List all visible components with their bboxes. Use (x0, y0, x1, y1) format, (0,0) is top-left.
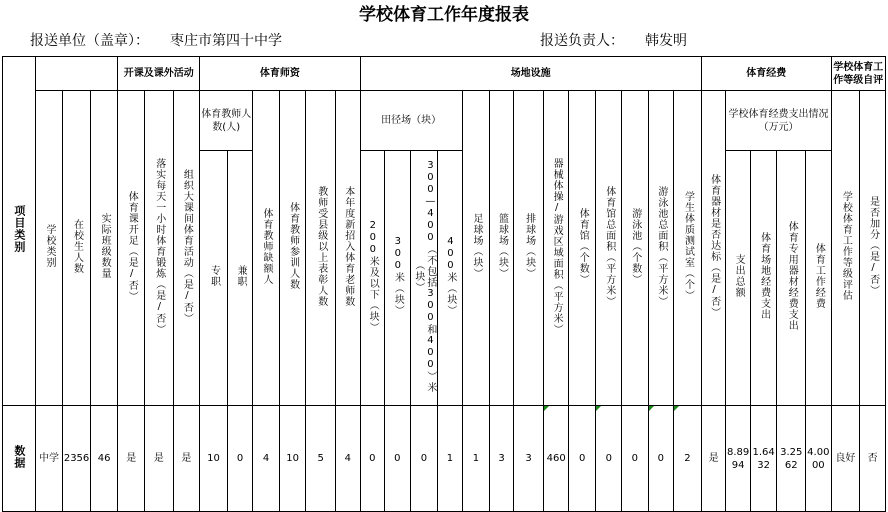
cell-equip-spend[interactable]: 3.2562 (777, 406, 806, 512)
col-equip-area: 器械体操/游戏区域面积（平方米） (544, 91, 569, 406)
cell-awarded[interactable]: 5 (306, 406, 336, 512)
cell-track-400[interactable]: 1 (438, 406, 463, 512)
cell-trained[interactable]: 10 (279, 406, 306, 512)
unit-label: 报送单位（盖章）： (30, 33, 149, 49)
person-label: 报送负责人： (540, 33, 624, 49)
cell-basketball[interactable]: 3 (490, 406, 513, 512)
teachers-header: 体育师资 (200, 57, 360, 91)
track-field-header: 田径场（块） (360, 91, 462, 151)
cell-venue-spend[interactable]: 1.6432 (750, 406, 777, 512)
col-grade-eval: 学校体育工作等级评估 (831, 91, 860, 406)
col-awarded: 教师受县级以上表彰人数 (306, 91, 336, 406)
col-equip-spend: 体育专用器材经费支出 (777, 151, 806, 406)
col-fitness-room: 学生体质测试室（个） (674, 91, 702, 406)
col-work-spend: 体育工作经费 (806, 151, 832, 406)
cell-part-time[interactable]: 0 (227, 406, 253, 512)
report-table (2, 56, 886, 512)
course-activity-header: 开课及课外活动 (118, 57, 200, 91)
col-new-hired: 本年度新招入体育老师数 (336, 91, 361, 406)
cell-football[interactable]: 1 (462, 406, 490, 512)
cell-new-hired[interactable]: 4 (336, 406, 361, 512)
funding-detail-header: 学校体育经费支出情况（万元） (726, 91, 831, 151)
col-track-300: 300米（块） (385, 151, 411, 406)
cell-school-type[interactable]: 中学 (35, 406, 63, 512)
cell-equip-area[interactable]: 460 (544, 406, 569, 512)
cell-total-spend[interactable]: 8.8994 (726, 406, 751, 512)
col-part-time: 兼职 (227, 151, 253, 406)
col-venue-spend: 体育场地经费支出 (750, 151, 777, 406)
self-eval-header: 学校体育工作等级自评 (831, 57, 885, 91)
cell-equip-standard[interactable]: 是 (701, 406, 726, 512)
col-volleyball: 排球场（块） (513, 91, 544, 406)
row-label: 数据 (3, 406, 36, 512)
col-equip-standard: 体育器材是否达标（是/否） (701, 91, 726, 406)
cell-gym-area[interactable]: 0 (596, 406, 622, 512)
cell-gym-count[interactable]: 0 (568, 406, 596, 512)
person-value: 韩发明 (645, 33, 687, 49)
blank-header (35, 57, 118, 91)
cell-track-300-400[interactable]: 0 (410, 406, 438, 512)
teacher-count-header: 体育教师人数(人) (200, 91, 253, 151)
col-gym-area: 体育馆总面积（平方米） (596, 91, 622, 406)
report-title: 学校体育工作年度报表 (359, 5, 529, 25)
col-full-time: 专职 (200, 151, 228, 406)
cell-one-hour[interactable]: 是 (144, 406, 173, 512)
cell-classes[interactable]: 46 (90, 406, 118, 512)
cell-big-break[interactable]: 是 (173, 406, 200, 512)
cell-fitness-room[interactable]: 2 (674, 406, 702, 512)
cell-full-time[interactable]: 10 (200, 406, 228, 512)
cell-grade-eval[interactable]: 良好 (831, 406, 860, 512)
cell-shortage[interactable]: 4 (253, 406, 280, 512)
facilities-header: 场地设施 (360, 57, 701, 91)
cell-volleyball[interactable]: 3 (513, 406, 544, 512)
col-basketball: 篮球场（块） (490, 91, 513, 406)
cell-pe-course[interactable]: 是 (118, 406, 145, 512)
col-big-break: 组织大课间体育活动（是/否） (173, 91, 200, 406)
col-trained: 体育教师参训人数 (279, 91, 306, 406)
col-football: 足球场（块） (462, 91, 490, 406)
cell-work-spend[interactable]: 4.0000 (806, 406, 832, 512)
item-category-header: 项目类别 (3, 57, 36, 406)
col-students: 在校生人数 (63, 91, 91, 406)
funding-header: 体育经费 (701, 57, 831, 91)
col-bonus: 是否加分（是/否） (860, 91, 886, 406)
col-track-400: 400米（块） (438, 151, 463, 406)
col-track-200: 200米及以下（块） (360, 151, 385, 406)
col-pool-count: 游泳池（个数） (622, 91, 649, 406)
col-gym-count: 体育馆（个数） (568, 91, 596, 406)
col-school-type: 学校类别 (35, 91, 63, 406)
col-one-hour: 落实每天一小时体育锻炼（是/否） (144, 91, 173, 406)
cell-track-200[interactable]: 0 (360, 406, 385, 512)
cell-pool-count[interactable]: 0 (622, 406, 649, 512)
col-track-300-400: 300—400（不包括300和400）米（块） (410, 151, 438, 406)
col-pool-area: 游泳池总面积（平方米） (648, 91, 674, 406)
col-shortage: 体育教师缺额人 (253, 91, 280, 406)
unit-value: 枣庄市第四十中学 (170, 33, 282, 49)
cell-pool-area[interactable]: 0 (648, 406, 674, 512)
col-classes: 实际班级数量 (90, 91, 118, 406)
col-total-spend: 支出总额 (726, 151, 751, 406)
cell-bonus[interactable]: 否 (860, 406, 886, 512)
col-pe-course: 体育课开足（是/否） (118, 91, 145, 406)
cell-students[interactable]: 2356 (63, 406, 91, 512)
cell-track-300[interactable]: 0 (385, 406, 411, 512)
